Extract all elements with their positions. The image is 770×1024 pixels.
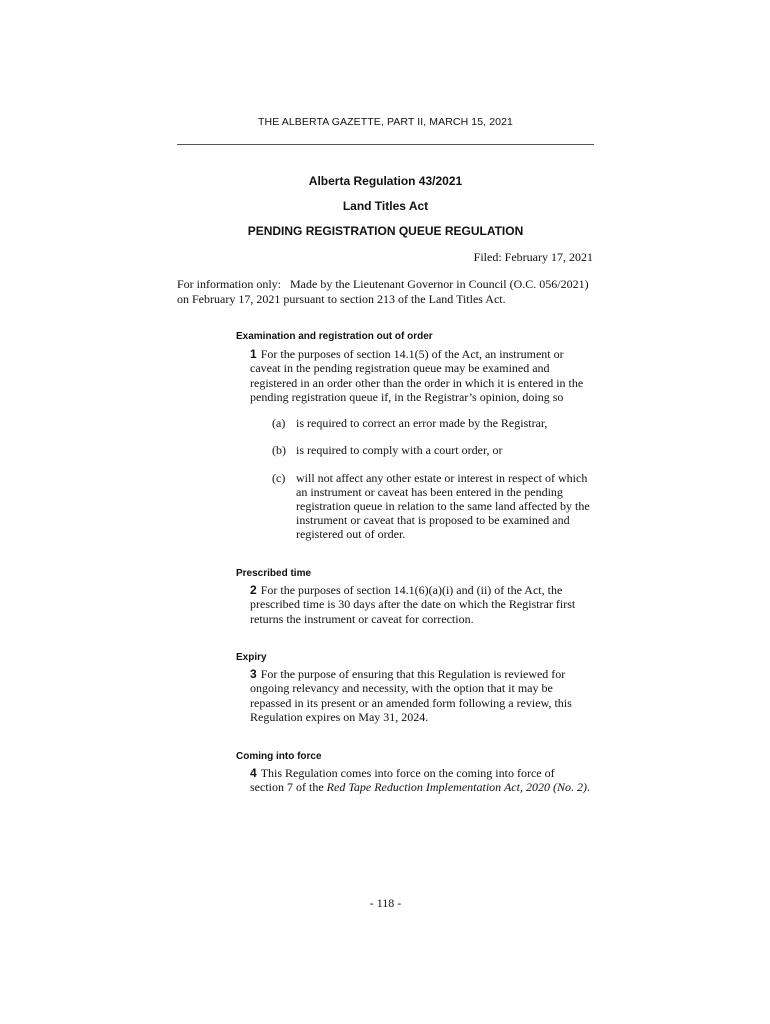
section-4-line-end: . (586, 780, 590, 795)
regulation-number: Alberta Regulation 43/2021 (308, 174, 463, 188)
section-4-number: 4 (250, 766, 257, 780)
clause-line: will not affect any other estate or interest in respect of which (296, 471, 588, 485)
clause-text: is required to correct an error made by the Registrar, (296, 416, 548, 430)
filed-date: Filed: February 17, 2021 (473, 250, 593, 264)
section-3-line: Regulation expires on May 31, 2024. (250, 710, 429, 725)
section-1-line: pending registration queue if, in the Registrar’s opinion, doing so (250, 390, 564, 405)
section-1-line: registered in an order other than the order in which it is entered in the (250, 375, 584, 390)
clause-line: registered out of order. (296, 527, 406, 541)
section-2-body (250, 583, 590, 626)
clause-line: registration queue in relation to the same land affected by the (296, 499, 590, 513)
clause-c (272, 471, 592, 541)
act-citation: Red Tape Reduction Implementation Act, 2020 (No. 2) (326, 780, 587, 795)
clause-label: (b) (272, 443, 286, 457)
section-3-number: 3 (250, 667, 257, 681)
page-number: - 118 - (369, 896, 402, 910)
section-1-number: 1 (250, 347, 257, 361)
section-2-line: prescribed time is 30 days after the date on which the Registrar first (250, 597, 576, 612)
info-note (177, 277, 594, 307)
section-1-body (250, 347, 590, 405)
section-2-line: returns the instrument or caveat for correction. (250, 611, 474, 626)
page-header: THE ALBERTA GAZETTE, PART II, MARCH 15, 2021 (258, 116, 513, 128)
clause-b (272, 443, 592, 457)
section-4-body (250, 766, 590, 795)
clause-line: instrument or caveat that is proposed to be examined and (296, 513, 570, 527)
section-4-heading: Coming into force (236, 751, 322, 762)
section-3-line: repassed in its present or an amended form following a review, this (250, 695, 572, 710)
section-3-line: ongoing relevancy and necessity, with the option that it may be (250, 681, 553, 696)
section-2-heading: Prescribed time (236, 568, 312, 579)
section-4-line: This Regulation comes into force on the coming into force of (260, 766, 555, 780)
section-3-line: For the purpose of ensuring that this Regulation is reviewed for (260, 667, 566, 681)
clause-text: is required to comply with a court order, or (296, 443, 503, 457)
regulation-title: PENDING REGISTRATION QUEUE REGULATION (247, 224, 524, 238)
info-line-1: For information only: Made by the Lieutenant Governor in Council (O.C. 056/2021) (177, 277, 589, 291)
section-3-body (250, 667, 590, 725)
clause-text (296, 471, 592, 541)
clause-label: (c) (272, 471, 286, 485)
header-rule (177, 144, 594, 145)
clause-label: (a) (272, 416, 286, 430)
clause-line: an instrument or caveat has been entered in the pending (296, 485, 563, 499)
act-name: Land Titles Act (342, 199, 429, 213)
section-1-line: caveat in the pending registration queue may be examined and (250, 361, 550, 376)
section-2-line: For the purposes of section 14.1(6)(a)(i) and (ii) of the Act, the (260, 583, 563, 597)
section-1-heading: Examination and registration out of order (236, 331, 433, 342)
section-3-heading: Expiry (236, 652, 267, 663)
info-line-2: on February 17, 2021 pursuant to section 213 of the Land Titles Act. (177, 292, 506, 306)
section-1-line: For the purposes of section 14.1(5) of the Act, an instrument or (260, 347, 564, 361)
clause-a (272, 416, 592, 430)
section-4-line: section 7 of the (250, 780, 327, 795)
section-2-number: 2 (250, 583, 257, 597)
